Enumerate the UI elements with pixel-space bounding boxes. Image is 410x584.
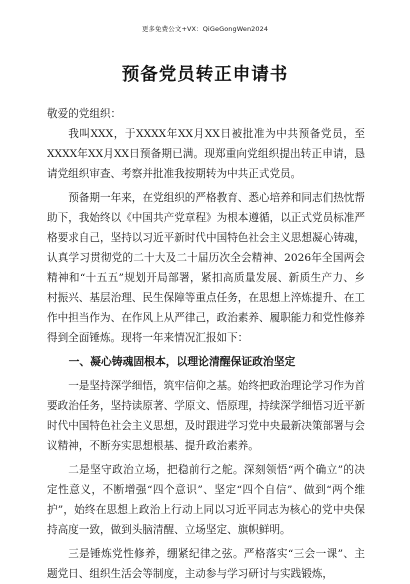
- section-paragraph-3: 三是锤炼党性修养，绷紧纪律之弦。严格落实“三会一课”、主题党日、组织生活会等制度，主动参与学习研讨与实践锻炼，: [47, 548, 365, 580]
- section-paragraph-1: 一是坚持深学细悟，筑牢信仰之基。始终把政治理论学习作为首要政治任务，坚持读原著、学原文、悟原理，持续深学细悟习近平新时代中国特色社会主义思想，及时跟进学习党中央最新决策部署与会议精神，不断夯实思想根基、提升政治素养。: [47, 380, 365, 452]
- section-paragraph-2: 二是坚守政治立场，把稳前行之舵。深刻领悟“两个确立”的决定性意义，不断增强“四个意识”、坚定“四个自信”、做到“两个维护”，始终在思想上政治上行动上同以习近平同志为核心的党中央保持高度一致，做到头脑清醒、立场坚定、旗帜鲜明。: [47, 464, 365, 536]
- document-body: [47, 104, 365, 584]
- paragraph-summary: 预备期一年来，在党组织的严格教育、悉心培养和同志们热忱帮助下，我始终以《中国共产党章程》为根本遵循，以正式党员标准严格要求自己，坚持以习近平新时代中国特色社会主义思想凝心铸魂，认真学习贯彻党的二十大及二十届历次全会精神、2026年全国两会精神和“十五五”规划开局部署，紧扣高质量发展、新质生产力、乡村振兴、基层治理、民生保障等重点任务，在思想上淬炼提升、在工作中担当作为、在作风上从严律己，政治素养、履职能力和党性修养得到全面锤炼。现将一年来情况汇报如下：: [47, 192, 365, 344]
- document-title: 预备党员转正申请书: [121, 65, 289, 85]
- section-heading: 一、凝心铸魂固根本，以理论清醒保证政治坚定: [68, 355, 296, 368]
- paragraph-intro: 我叫XXX，于XXXX年XX月XX日被批准为中共预备党员，至XXXX年XX月XX日预备期已满。现郑重向党组织提出转正申请，恳请党组织审查、考察并批准我按期转为中共正式党员。: [47, 128, 365, 180]
- salutation: 敬爱的党组织：: [47, 108, 122, 120]
- header-note: 更多免费公文+VX：QiGeGongWen2024: [141, 25, 269, 33]
